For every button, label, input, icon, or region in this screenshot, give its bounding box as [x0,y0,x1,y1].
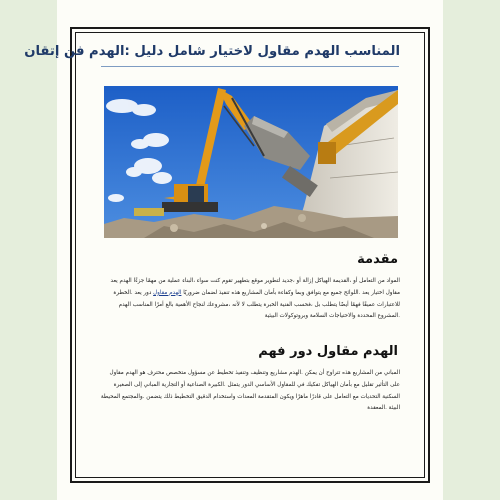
title-underline [101,66,399,67]
section-heading-intro: مقدمة [357,252,398,267]
demolition-contractor-link[interactable]: الهدم مقاول [153,289,182,296]
hero-image [104,86,398,238]
section-paragraph-intro [100,276,400,323]
section-paragraph-contractor-role: المباني من المشاريع هذه تتراوح أن يمكن .الهدم مشاريع وتنظيف وتنفيذ تخطيط عن مسؤول متخصص محترف هو الهدم مقاول على التأثير تقليل مع بأمان الهياكل تفكيك في للمقاول الأساسي الدور يتمثل .الكبيرة الصناعية أو التجارية المباني إلى الصغيرة السكنية التحديات مع التعامل على قادرًا ماهرًا ويكون المتقدمة المعدات واستخدام الدقيق التخطيط ذلك يتضمن .والمجتمع المحيطة البيئة .المعقدة [100,370,400,412]
excavator-demolition-illustration [104,86,398,238]
paragraph-text: المواد من التعامل أو ،القديمة الهياكل إزالة أو ،جديد لتطوير موقع بتطهير تقوم كنت سواء ،البناء عملية من مهمًا جزءًا الهدم يعد مقاول اختيار يعد .اللوائح جميع مع يتوافق وبما وكفاءة بأمان المشاريع هذه تنفيذ لضمان ضروريًا [110,278,400,296]
document-title: المناسب الهدم مقاول لاختيار شامل دليل :الهدم فن إتقان [24,44,400,59]
paragraph-text: دور يعد .الخطرة للاعتبارات عميقًا فهمًا أيضًا يتطلب بل ،فحسب الفنية الخبرة يتطلب لا لأنه ،مشروعك لنجاح الأهمية بالغ أمرًا المناسب الهدم .المشروع المحددة والاحتياجات السلامة وبروتوكولات البيئية [113,289,400,320]
section-heading-contractor-role: الهدم مقاول دور فهم [258,344,398,359]
